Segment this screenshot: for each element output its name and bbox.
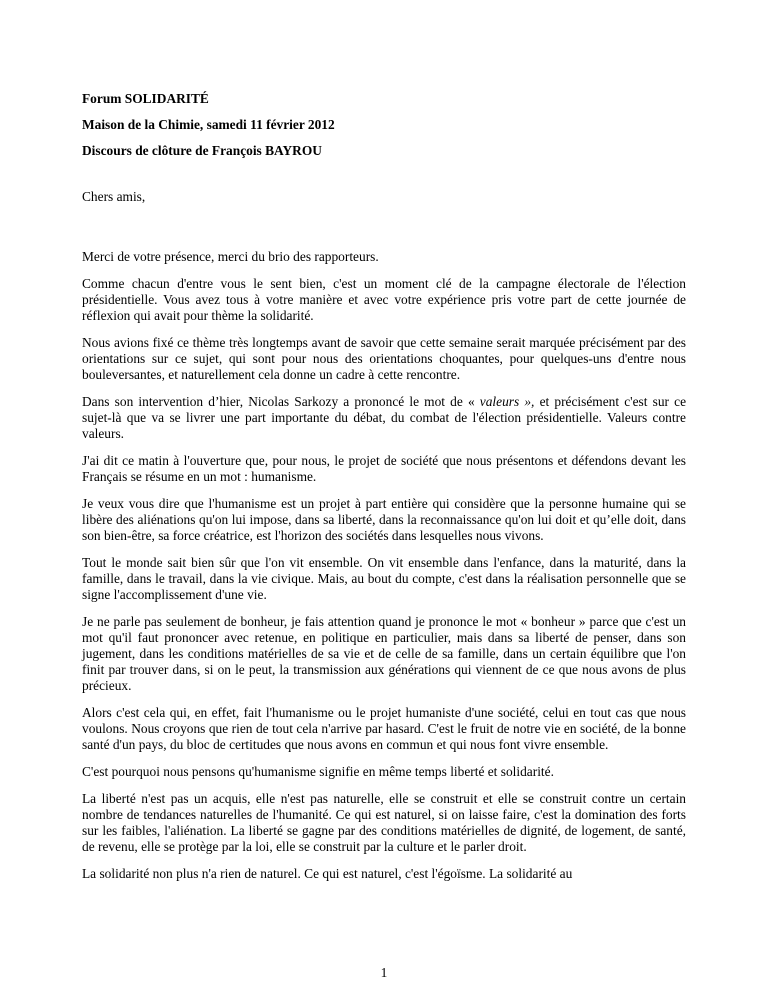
- paragraph: Je veux vous dire que l'humanisme est un projet à part entière qui considère que la personne humaine qui se libère des aliénations qu'on lui impose, dans sa liberté, dans la reconnaissance qu'on lui doit et qu’elle doit, dans son bien-être, sa force créatrice, est l'horizon des sociétés dans lesquelles nous vivons.: [82, 496, 686, 543]
- paragraph: Comme chacun d'entre vous le sent bien, c'est un moment clé de la campagne électorale de l'élection présidentielle. Vous avez tous à votre manière et avec votre expérience pris votre part de cette journée de réflexion qui avait pour thème la solidarité.: [82, 276, 686, 323]
- paragraph: J'ai dit ce matin à l'ouverture que, pour nous, le projet de société que nous présentons et défendons devant les Français se résume en un mot : humanisme.: [82, 453, 686, 484]
- paragraph: La liberté n'est pas un acquis, elle n'est pas naturelle, elle se construit et elle se construit contre un certain nombre de tendances naturelles de l'humanité. Ce qui est naturel, si on laisse faire, c'est la domination des forts sur les faibles, l'aliénation. La liberté se gagne par des conditions matérielles de dignité, de logement, de santé, de revenu, elle se protège par la loi, elle se construit par la culture et le parler droit.: [82, 791, 686, 854]
- venue-date: Maison de la Chimie, samedi 11 février 2012: [82, 117, 335, 132]
- paragraph: Alors c'est cela qui, en effet, fait l'humanisme ou le projet humaniste d'une société, celui en tout cas que nous voulons. Nous croyons que rien de tout cela n'arrive par hasard. C'est le fruit de notre vie en société, de la bonne santé d'un pays, du bloc de certitudes que nous avons en commun et qui nous font vivre ensemble.: [82, 705, 686, 752]
- speech-title: Discours de clôture de François BAYROU: [82, 143, 322, 158]
- forum-title: Forum SOLIDARITÉ: [82, 91, 209, 106]
- speech-body: [82, 249, 686, 882]
- paragraph-sarkozy: [82, 394, 686, 442]
- paragraph-text: et précisément c'est sur ce sujet-là que va se livrer une part importante du débat, du combat de l'élection présidentielle. Valeurs contre valeurs.: [82, 394, 687, 441]
- paragraph: La solidarité non plus n'a rien de naturel. Ce qui est naturel, c'est l'égoïsme. La solidarité au: [82, 866, 573, 881]
- paragraph: Nous avions fixé ce thème très longtemps avant de savoir que cette semaine serait marquée précisément par des orientations sur ce sujet, qui sont pour nous des orientations choquantes, pour quelques-uns d'entre nous bouleversantes, et naturellement cela donne un cadre à cette rencontre.: [82, 335, 686, 382]
- paragraph: C'est pourquoi nous pensons qu'humanisme signifie en même temps liberté et solidarité.: [82, 764, 554, 779]
- paragraph: Merci de votre présence, merci du brio des rapporteurs.: [82, 249, 379, 264]
- paragraph: Je ne parle pas seulement de bonheur, je fais attention quand je prononce le mot « bonheur » parce que c'est un mot qu'il faut prononcer avec retenue, en politique en particulier, mais dans sa liberté de penser, dans son jugement, dans les conditions matérielles de sa vie et de celle de sa famille, dans un certain équilibre que l'on finit par trouver dans, si on le peut, la transmission aux générations qui viennent de ce que nous avons de plus précieux.: [82, 614, 686, 693]
- italic-quote: valeurs »,: [479, 394, 535, 409]
- paragraph-text: Dans son intervention d’hier, Nicolas Sarkozy a prononcé le mot de «: [82, 394, 480, 409]
- paragraph: Tout le monde sait bien sûr que l'on vit ensemble. On vit ensemble dans l'enfance, dans la maturité, dans la famille, dans le travail, dans la vie civique. Mais, au bout du compte, c'est dans la réalisation personnelle que se signe l'accomplissement d'une vie.: [82, 555, 686, 602]
- document-header: [82, 91, 686, 169]
- page-number: 1: [380, 965, 388, 980]
- salutation: Chers amis,: [82, 189, 146, 204]
